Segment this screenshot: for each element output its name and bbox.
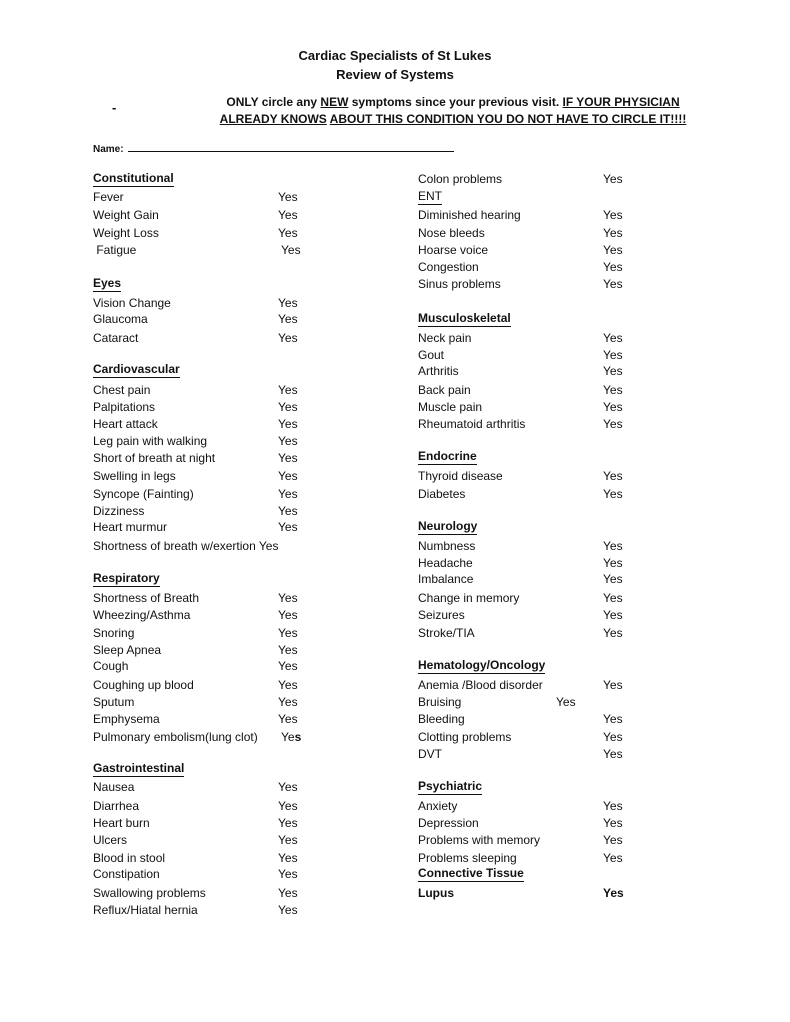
symptom-item: Nose bleeds [418, 226, 485, 240]
yes-option[interactable]: Yes [603, 608, 623, 622]
instruction-line-1: ONLY circle any NEW symptoms since your previous visit. IF YOUR PHYSICIAN [226, 95, 680, 109]
section-eyes: Eyes [93, 276, 122, 290]
yes-option[interactable]: Yes [556, 695, 576, 709]
yes-option[interactable]: Yes [603, 539, 623, 553]
yes-option[interactable]: Yes [603, 277, 623, 291]
yes-option[interactable]: Yes [278, 469, 298, 483]
yes-option[interactable]: Yes [278, 780, 298, 794]
yes-option[interactable]: Yes [278, 833, 298, 847]
symptom-item: Heart attack [93, 417, 158, 431]
section-gastrointestinal: Gastrointestinal [93, 761, 185, 775]
yes-option[interactable]: Yes [603, 886, 624, 900]
yes-option[interactable]: Yes [603, 833, 623, 847]
symptom-item: Chest pain [93, 383, 151, 397]
symptom-item: Palpitations [93, 400, 156, 414]
symptom-item: Snoring [93, 626, 135, 640]
symptom-item: Dizziness [93, 504, 145, 518]
symptom-item: Clotting problems [418, 730, 512, 744]
yes-option[interactable]: Yes [603, 678, 623, 692]
symptom-item: Thyroid disease [418, 469, 503, 483]
symptom-item: Congestion [418, 260, 479, 274]
symptom-item: Syncope (Fainting) [93, 487, 194, 501]
symptom-item: Weight Loss [93, 226, 159, 240]
yes-option[interactable]: Yes [603, 400, 623, 414]
yes-option[interactable]: Yes [603, 260, 623, 274]
section-connective-tissue: Connective Tissue [418, 866, 524, 880]
symptom-item: Ulcers [93, 833, 128, 847]
symptom-item: Swelling in legs [93, 469, 176, 483]
symptom-item: Colon problems [418, 172, 503, 186]
yes-option[interactable]: Yes [278, 816, 298, 830]
yes-option[interactable]: Yes [603, 469, 623, 483]
symptom-item: Lupus [418, 886, 454, 900]
section-musculoskeletal: Musculoskeletal [418, 311, 511, 325]
yes-option[interactable]: Yes [603, 799, 623, 813]
symptom-item: Depression [418, 816, 479, 830]
yes-option[interactable]: Yes [278, 608, 298, 622]
yes-option[interactable]: Yes [278, 520, 298, 534]
yes-option[interactable]: Yes [603, 730, 623, 744]
symptom-item: DVT [418, 747, 442, 761]
yes-option[interactable]: Yes [278, 626, 298, 640]
symptom-item: Heart burn [93, 816, 150, 830]
symptom-item: Sleep Apnea [93, 643, 162, 657]
yes-option[interactable]: Yes [278, 190, 298, 204]
symptom-item: Constipation [93, 867, 160, 881]
yes-option[interactable]: Yes [278, 886, 298, 900]
symptom-item: Arthritis [418, 364, 459, 378]
symptom-item: Imbalance [418, 572, 474, 586]
yes-option[interactable]: Yes [603, 626, 623, 640]
yes-option[interactable]: Yes [278, 226, 298, 240]
symptom-item: Vision Change [93, 296, 171, 310]
yes-option[interactable]: Yes [603, 487, 623, 501]
yes-option[interactable]: Yes [278, 400, 298, 414]
yes-option[interactable]: Yes [278, 678, 298, 692]
symptom-item: Hoarse voice [418, 243, 489, 257]
yes-option[interactable]: Yes [278, 712, 298, 726]
yes-option[interactable]: Yes [281, 243, 301, 257]
yes-option[interactable]: Yes [278, 867, 298, 881]
yes-option[interactable]: Yes [603, 383, 623, 397]
symptom-item: Weight Gain [93, 208, 159, 222]
yes-option[interactable]: Yes [278, 695, 298, 709]
name-label: Name: [93, 144, 124, 155]
yes-option[interactable]: Yes [278, 451, 298, 465]
yes-option[interactable]: Yes [278, 659, 298, 673]
symptom-item: Problems sleeping [418, 851, 517, 865]
symptom-item: Problems with memory [418, 833, 541, 847]
symptom-item: Cataract [93, 331, 139, 345]
yes-option[interactable]: Yes [603, 816, 623, 830]
symptom-item: Swallowing problems [93, 886, 206, 900]
yes-option[interactable]: Yes [278, 312, 298, 326]
yes-option[interactable]: Yes [603, 331, 623, 345]
yes-option[interactable]: Yes [281, 730, 302, 744]
yes-option[interactable]: Yes [603, 851, 623, 865]
symptom-item: Cough [93, 659, 129, 673]
symptom-item: Pulmonary embolism(lung clot) [93, 730, 258, 744]
yes-option[interactable]: Yes [603, 591, 623, 605]
symptom-item: Leg pain with walking [93, 434, 208, 448]
stray-dash: - [112, 100, 117, 115]
symptom-item: Diarrhea [93, 799, 140, 813]
symptom-item: Sputum [93, 695, 135, 709]
yes-option[interactable]: Yes [603, 208, 623, 222]
yes-option[interactable]: Yes [278, 504, 298, 518]
yes-option[interactable]: Yes [278, 383, 298, 397]
section-respiratory: Respiratory [93, 571, 160, 585]
symptom-item: Headache [418, 556, 473, 570]
symptom-item: Shortness of Breath [93, 591, 200, 605]
symptom-item: Bleeding [418, 712, 465, 726]
yes-option[interactable]: Yes [278, 417, 298, 431]
symptom-item: Coughing up blood [93, 678, 194, 692]
form-subtitle: Review of Systems [336, 67, 454, 82]
yes-option[interactable]: Yes [603, 712, 623, 726]
symptom-item: Neck pain [418, 331, 472, 345]
yes-option[interactable]: Yes [603, 572, 623, 586]
yes-option[interactable]: Yes [603, 226, 623, 240]
symptom-item: Diminished hearing [418, 208, 521, 222]
section-ent: ENT [418, 189, 442, 203]
symptom-item: Bruising [418, 695, 462, 709]
yes-option[interactable]: Yes [603, 172, 623, 186]
name-field[interactable] [93, 142, 454, 155]
symptom-item: Back pain [418, 383, 471, 397]
symptom-item: Muscle pain [418, 400, 483, 414]
symptom-item: Fever [93, 190, 124, 204]
yes-option[interactable]: Yes [278, 903, 298, 917]
section-psychiatric: Psychiatric [418, 779, 483, 793]
symptom-item: Anxiety [418, 799, 458, 813]
section-hematology-oncology: Hematology/Oncology [418, 658, 546, 672]
symptom-item: Wheezing/Asthma [93, 608, 191, 622]
symptom-item: Glaucoma [93, 312, 148, 326]
yes-option[interactable]: Yes [278, 799, 298, 813]
yes-option[interactable]: Yes [278, 331, 298, 345]
symptom-item: Heart murmur [93, 520, 168, 534]
form-title: Cardiac Specialists of St Lukes [298, 48, 492, 63]
symptom-item: Numbness [418, 539, 476, 553]
symptom-item: Short of breath at night [93, 451, 216, 465]
yes-option[interactable]: Yes [603, 243, 623, 257]
instruction-line-2: ALREADY KNOWS ABOUT THIS CONDITION YOU DO NOT HAVE TO CIRCLE IT!!!! [219, 112, 687, 126]
symptom-item: Nausea [93, 780, 135, 794]
yes-option[interactable]: Yes [603, 417, 623, 431]
symptom-item: Fatigue [93, 243, 137, 257]
symptom-item: Stroke/TIA [418, 626, 475, 640]
yes-option[interactable]: Yes [603, 556, 623, 570]
symptom-item: Seizures [418, 608, 465, 622]
symptom-item: Gout [418, 348, 445, 362]
symptom-item: Anemia /Blood disorder [418, 678, 543, 692]
yes-option[interactable]: Yes [258, 539, 279, 553]
yes-option[interactable]: Yes [603, 348, 623, 362]
symptom-item: Sinus problems [418, 277, 501, 291]
symptom-item: Shortness of breath w/exertion Yes [93, 539, 279, 553]
name-line[interactable] [128, 142, 454, 152]
yes-option[interactable]: Yes [278, 296, 298, 310]
yes-option[interactable]: Yes [278, 434, 298, 448]
section-constitutional: Constitutional [93, 171, 174, 185]
section-cardiovascular: Cardiovascular [93, 362, 180, 376]
symptom-item: Blood in stool [93, 851, 166, 865]
yes-option[interactable]: Yes [278, 643, 298, 657]
symptom-item: Reflux/Hiatal hernia [93, 903, 198, 917]
symptom-item: Rheumatoid arthritis [418, 417, 526, 431]
yes-option[interactable]: Yes [278, 591, 298, 605]
symptom-item: Emphysema [93, 712, 160, 726]
symptom-item: Diabetes [418, 487, 466, 501]
yes-option[interactable]: Yes [603, 364, 623, 378]
section-neurology: Neurology [418, 519, 478, 533]
section-endocrine: Endocrine [418, 449, 477, 463]
yes-option[interactable]: Yes [278, 487, 298, 501]
yes-option[interactable]: Yes [603, 747, 623, 761]
symptom-item: Change in memory [418, 591, 520, 605]
yes-option[interactable]: Yes [278, 208, 298, 222]
yes-option[interactable]: Yes [278, 851, 298, 865]
